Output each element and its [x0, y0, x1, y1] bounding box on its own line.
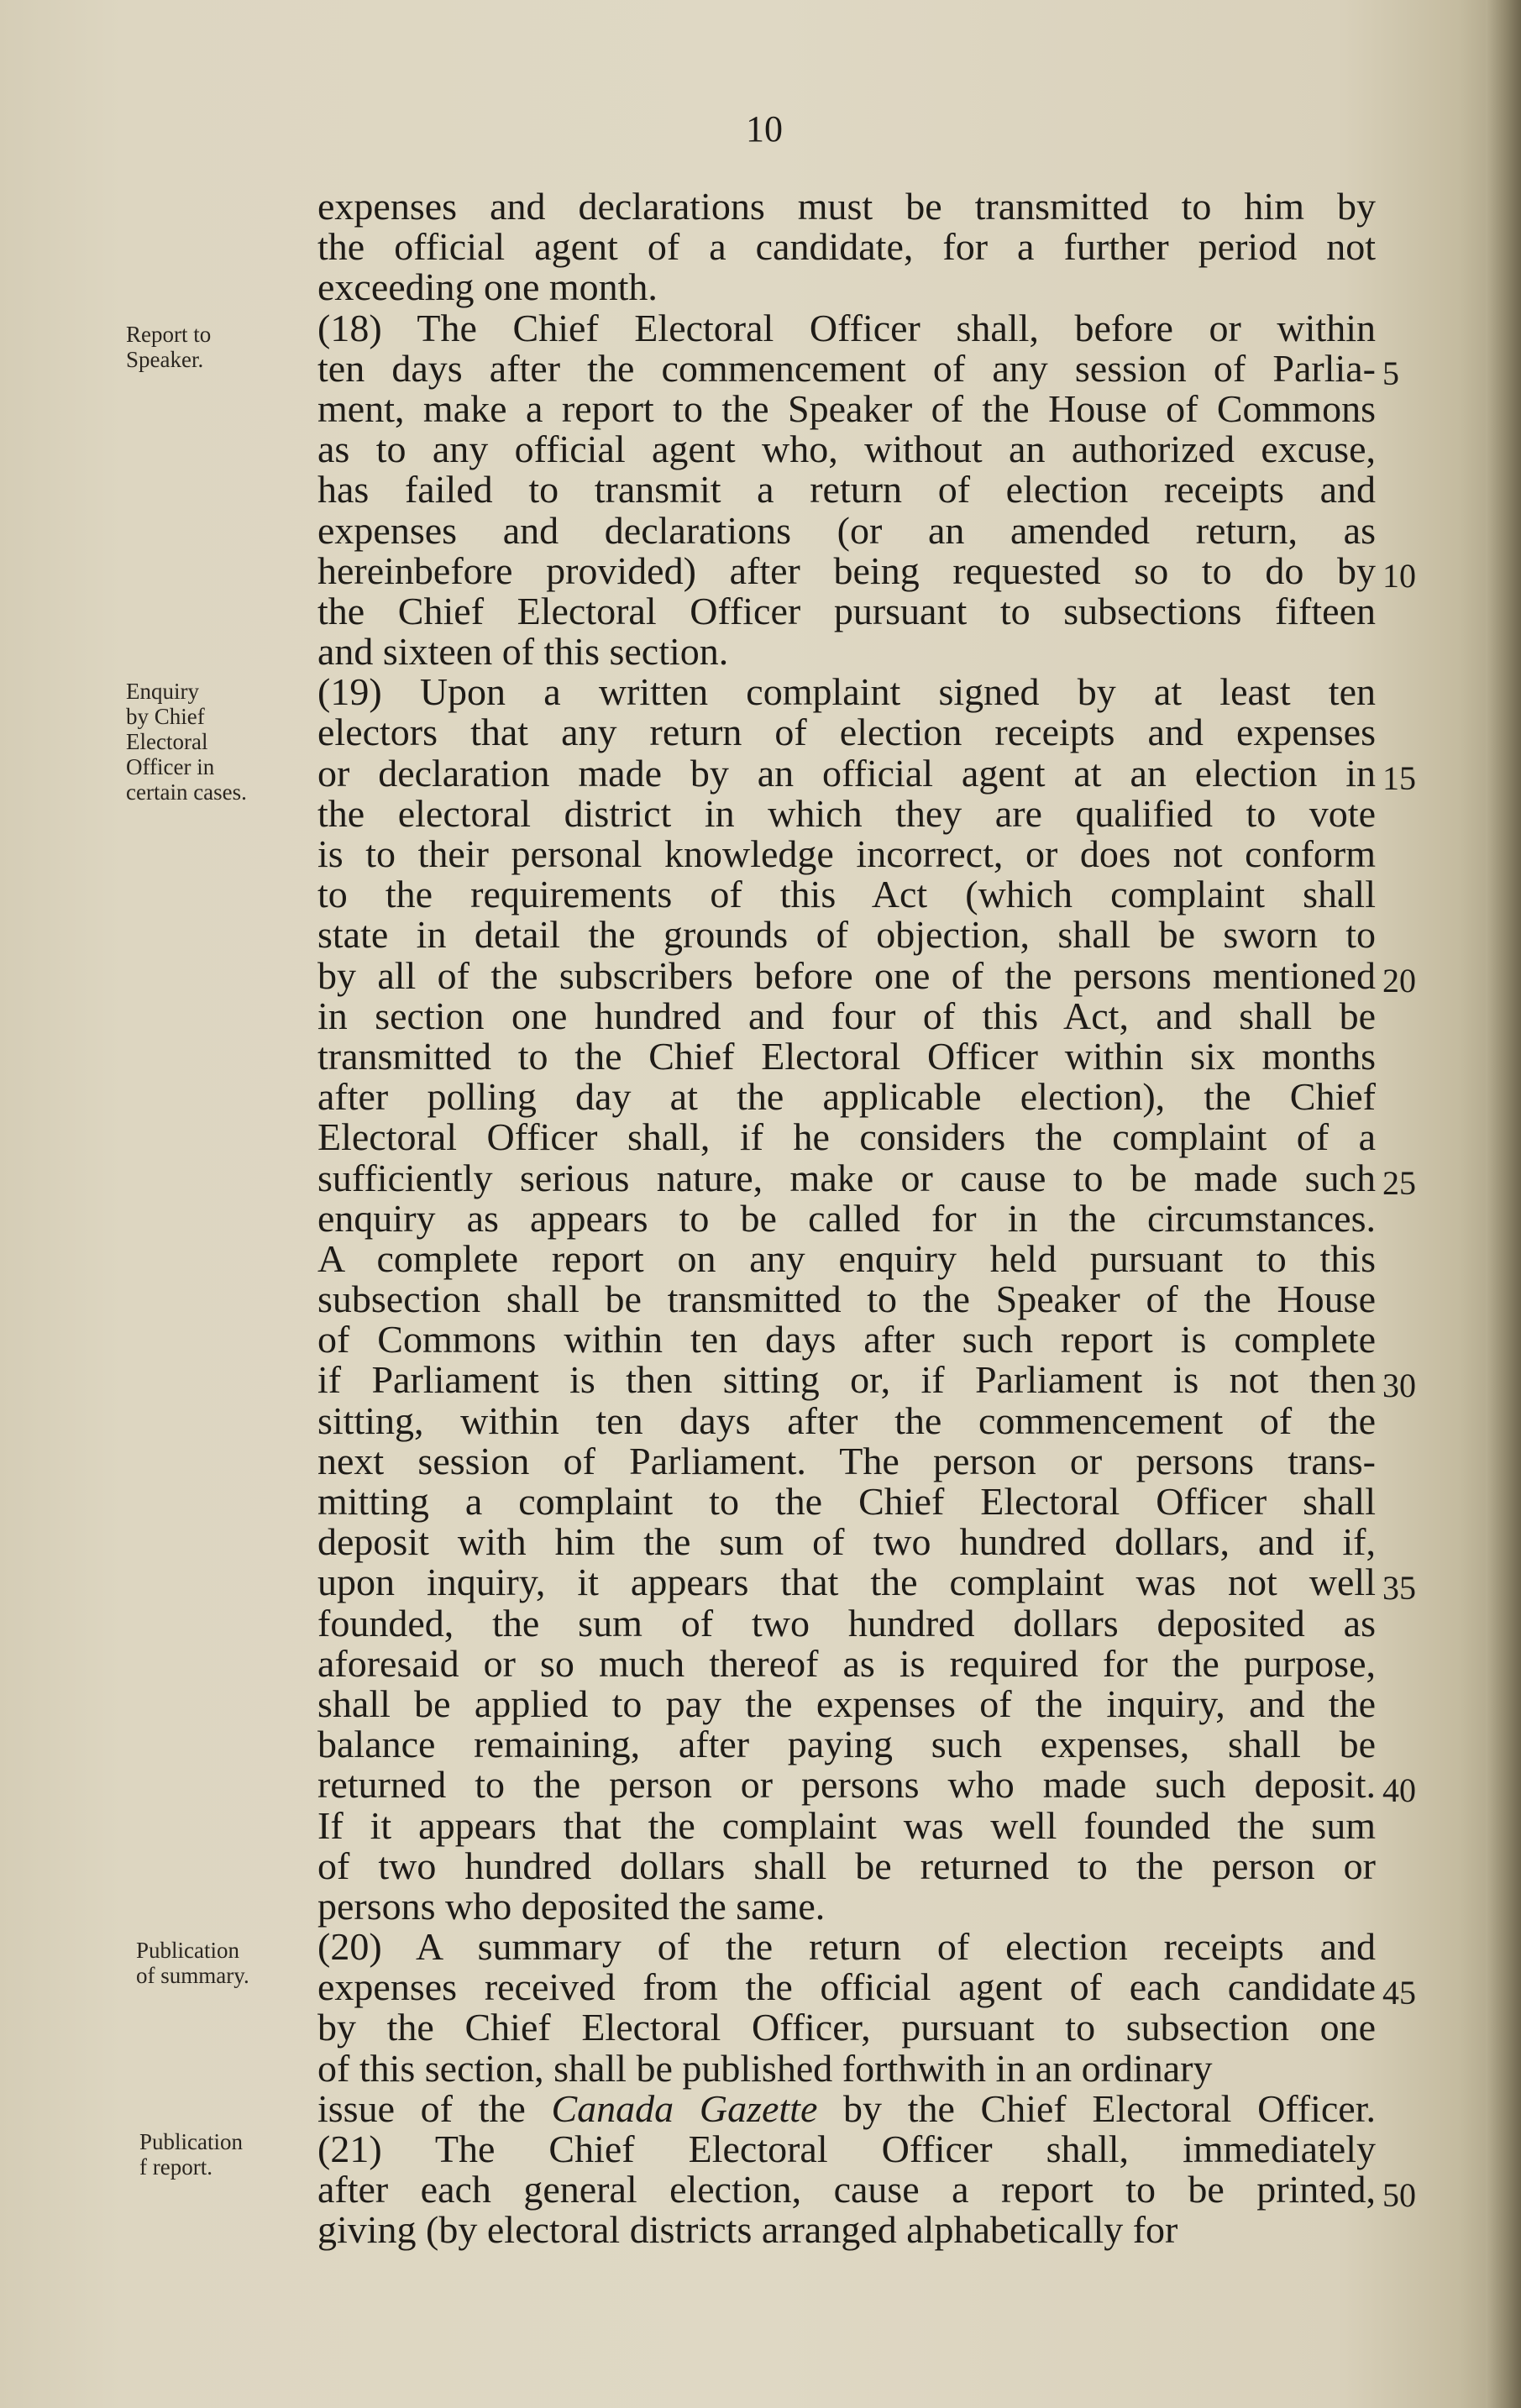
margin-note-line: certain cases.	[126, 779, 247, 805]
italic-title: Canada Gazette	[551, 2086, 818, 2130]
line-number: 15	[1382, 759, 1416, 797]
line-number: 45	[1382, 1974, 1416, 2012]
text-line: deposit with him the sum of two hundred dollars, and if,	[317, 1520, 1376, 1564]
text-line: by all of the subscribers before one of the persons mentioned	[317, 953, 1376, 997]
text-line: of this section, shall be published forthwith in an ordinary	[317, 2046, 1213, 2090]
page-edge	[1486, 0, 1521, 2408]
text-line: exceeding one month.	[317, 265, 658, 309]
margin-note-line: Speaker.	[126, 347, 204, 372]
text-line: sufficiently serious nature, make or cause to be made such	[317, 1156, 1376, 1199]
text-line: founded, the sum of two hundred dollars deposited as	[317, 1601, 1376, 1645]
text-line: of Commons within ten days after such report is complete	[317, 1318, 1376, 1361]
margin-note-line: of summary.	[136, 1963, 249, 1988]
text-line: (19) Upon a written complaint signed by at least ten	[317, 670, 1376, 714]
margin-note-line: f report.	[139, 2154, 212, 2180]
text-line: shall be applied to pay the expenses of the inquiry, and the	[317, 1681, 1376, 1725]
text-line: Electoral Officer shall, if he considers the complaint of a	[317, 1115, 1376, 1159]
line-number: 40	[1382, 1771, 1416, 1809]
text-line: after each general election, cause a report to be printed,	[317, 2168, 1376, 2211]
margin-note-line: Enquiry	[126, 679, 199, 704]
line-number: 25	[1382, 1164, 1416, 1202]
margin-note-line: Report to	[126, 322, 212, 347]
margin-note-line: Officer in	[126, 754, 215, 779]
text-line: upon inquiry, it appears that the complaint was not well	[317, 1561, 1376, 1604]
text-line: next session of Parliament. The person or persons trans-	[317, 1439, 1376, 1482]
text-line: has failed to transmit a return of election receipts and	[317, 468, 1376, 512]
margin-note-line: Publication	[136, 1938, 239, 1963]
text-line: expenses and declarations must be transmitted to him by	[317, 185, 1376, 228]
text-line: subsection shall be transmitted to the Speaker of the House	[317, 1277, 1376, 1321]
text-line: persons who deposited the same.	[317, 1884, 826, 1928]
text-line: if Parliament is then sitting or, if Parliament is not then	[317, 1358, 1376, 1402]
text-line: ten days after the commencement of any session of Parlia-	[317, 346, 1376, 390]
text-line: expenses received from the official agent of each candidate	[317, 1965, 1376, 2009]
line-number: 20	[1382, 962, 1416, 999]
text-line: is to their personal knowledge incorrect, or does not conform	[317, 832, 1376, 875]
text-line: by the Chief Electoral Officer, pursuant to subsection one	[317, 2006, 1376, 2049]
text-line: expenses and declarations (or an amended return, as	[317, 508, 1376, 552]
text-line: sitting, within ten days after the commencement of the	[317, 1398, 1376, 1442]
line-number: 10	[1382, 557, 1416, 595]
line-number: 5	[1382, 354, 1399, 392]
text-line: state in detail the grounds of objection, shall be sworn to	[317, 913, 1376, 957]
text-line: (20) A summary of the return of election receipts and	[317, 1925, 1376, 1969]
text-line: to the requirements of this Act (which complaint shall	[317, 873, 1376, 916]
margin-note-line: by Chief	[126, 704, 205, 729]
margin-note-line: Publication	[139, 2129, 243, 2154]
margin-note-publication-summary	[136, 1938, 312, 1988]
text-line: and sixteen of this section.	[317, 630, 729, 674]
text-line: in section one hundred and four of this Act, and shall be	[317, 994, 1376, 1037]
text-line: If it appears that the complaint was well founded the sum	[317, 1803, 1376, 1847]
text-line: (18) The Chief Electoral Officer shall, before or within	[317, 306, 1376, 349]
text-line: the electoral district in which they are qualified to vote	[317, 791, 1376, 835]
text-line: ment, make a report to the Speaker of the House of Commons	[317, 386, 1376, 430]
text-line: transmitted to the Chief Electoral Officer within six months	[317, 1034, 1376, 1078]
line-number: 35	[1382, 1569, 1416, 1607]
line-number: 30	[1382, 1367, 1416, 1404]
line-number: 50	[1382, 2176, 1416, 2214]
text-line: the Chief Electoral Officer pursuant to subsections fifteen	[317, 589, 1376, 632]
text-line: giving (by electoral districts arranged alphabetically for	[317, 2208, 1178, 2252]
text-line: as to any official agent who, without an authorized excuse,	[317, 428, 1376, 471]
text-line: aforesaid or so much thereof as is required for the purpose,	[317, 1641, 1376, 1685]
margin-note-enquiry	[126, 679, 302, 805]
text-line: balance remaining, after paying such expenses, shall be	[317, 1723, 1376, 1766]
statute-text	[317, 186, 1376, 2251]
margin-note-publication-report	[139, 2129, 316, 2180]
text-line: electors that any return of election receipts and expenses	[317, 711, 1376, 754]
text-line: enquiry as appears to be called for in the circumstances.	[317, 1196, 1376, 1240]
text-line: issue of the Canada Gazette by the Chief Electoral Officer.	[317, 2086, 1376, 2130]
margin-note-line: Electoral	[126, 729, 208, 754]
text-line: hereinbefore provided) after being requested so to do by	[317, 548, 1376, 592]
text-line: mitting a complaint to the Chief Electoral Officer shall	[317, 1480, 1376, 1523]
text-line: or declaration made by an official agent at an election in	[317, 751, 1376, 795]
text-line: after polling day at the applicable election), the Chief	[317, 1075, 1376, 1119]
margin-note-report-to-speaker	[126, 322, 302, 372]
text-line: A complete report on any enquiry held pursuant to this	[317, 1236, 1376, 1280]
page-number: 10	[746, 108, 783, 150]
text-line: (21) The Chief Electoral Officer shall, immediately	[317, 2127, 1376, 2170]
text-line: of two hundred dollars shall be returned to the person or	[317, 1844, 1376, 1887]
text-line: the official agent of a candidate, for a further period not	[317, 225, 1376, 269]
text-line: returned to the person or persons who made such deposit.	[317, 1763, 1376, 1807]
